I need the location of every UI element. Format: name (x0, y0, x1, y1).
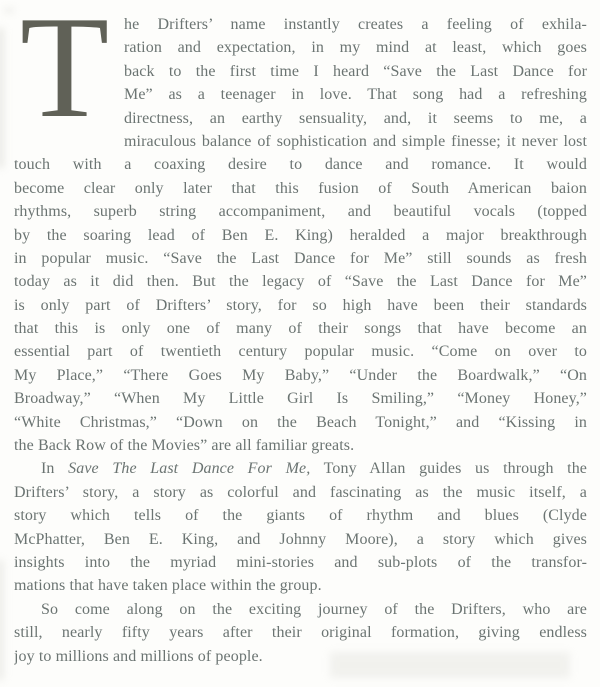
text-segment: miraculous balance of sophistication and simple finesse; it never lost (124, 132, 587, 150)
text-segment: Tony Allan guides us through the (310, 460, 587, 478)
text-line (14, 153, 587, 176)
text-line (14, 481, 587, 504)
text-segment: rhythms, superb string accompaniment, and beautiful vocals (topped (14, 203, 587, 221)
book-title-italic: Save The Last Dance For Me, (68, 460, 311, 478)
text-segment: touch with a coaxing desire to dance and romance. It would (14, 156, 587, 174)
text-line (14, 270, 587, 293)
text-segment: In (41, 460, 69, 478)
text-line (124, 130, 587, 153)
text-line (14, 598, 587, 621)
text-segment: the Back Row of the Movies” are all familiar greats. (14, 437, 355, 455)
drop-cap-letter: T (20, 0, 110, 148)
text-line (124, 13, 587, 36)
text-segment: by the soaring lead of Ben E. King) heralded a major breakthrough (14, 226, 587, 244)
text-line (14, 434, 587, 457)
text-line (14, 177, 587, 200)
text-segment: Broadway,” “When My Little Girl Is Smiling,” “Money Honey,” (14, 390, 587, 408)
text-segment: “White Christmas,” “Down on the Beach Tonight,” and “Kissing in (14, 413, 587, 431)
text-line (14, 504, 587, 527)
scan-artifact (0, 560, 4, 680)
text-line (124, 107, 587, 130)
text-segment: Drifters’ story, a story as colorful and fascinating as the music itself, a (14, 483, 587, 501)
text-line (14, 294, 587, 317)
text-line (124, 60, 587, 83)
text-line (14, 621, 587, 644)
text-line (14, 457, 587, 480)
text-line (124, 83, 587, 106)
text-segment: become clear only later that this fusion of South American baion (14, 179, 587, 197)
text-line (14, 411, 587, 434)
text-segment: back to the first time I heard “Save the Last Dance for (124, 62, 587, 80)
text-segment: in popular music. “Save the Last Dance for Me” still sounds as fresh (14, 249, 587, 267)
text-segment: story which tells of the giants of rhythm and blues (Clyde (14, 507, 587, 525)
text-line (124, 36, 587, 59)
text-line (14, 551, 587, 574)
text-segment: he Drifters’ name instantly creates a feeling of exhila- (124, 16, 587, 33)
text-segment: Me” as a teenager in love. That song had a refreshing (124, 86, 587, 104)
text-segment: that this is only one of many of their songs that have become an (14, 320, 587, 338)
text-line (14, 574, 587, 597)
text-line (14, 340, 587, 363)
text-segment: My Place,” “There Goes My Baby,” “Under the Boardwalk,” “On (14, 366, 587, 384)
text-segment: ration and expectation, in my mind at least, which goes (124, 39, 587, 57)
scan-artifact (4, 8, 14, 13)
text-line (14, 387, 587, 410)
text-line (14, 645, 587, 668)
drop-cap (14, 0, 124, 148)
text-line (14, 200, 587, 223)
text-segment: directness, an earthy sensuality, and, it seems to me, a (124, 109, 587, 127)
scan-artifact (0, 28, 4, 168)
text-segment: insights into the myriad mini-stories and sub-plots of the transfor- (14, 553, 587, 571)
text-line (14, 247, 587, 270)
text-line (14, 317, 587, 340)
text-segment: joy to millions and millions of people. (14, 647, 263, 665)
text-segment: today as it did then. But the legacy of “Save the Last Dance for Me” (14, 273, 587, 291)
text-segment: So come along on the exciting journey of the Drifters, who are (41, 600, 587, 618)
text-segment: essential part of twentieth century popular music. “Come on over to (14, 343, 587, 361)
text-segment: still, nearly fifty years after their original formation, giving endless (14, 624, 587, 642)
text-line (14, 364, 587, 387)
text-segment: McPhatter, Ben E. King, and Johnny Moore), a story which gives (14, 530, 587, 548)
text-line (14, 224, 587, 247)
body-text (14, 0, 587, 668)
text-segment: is only part of Drifters’ story, for so high have been their standards (14, 296, 587, 314)
text-line (14, 528, 587, 551)
text-segment: mations that have taken place within the group. (14, 577, 322, 595)
